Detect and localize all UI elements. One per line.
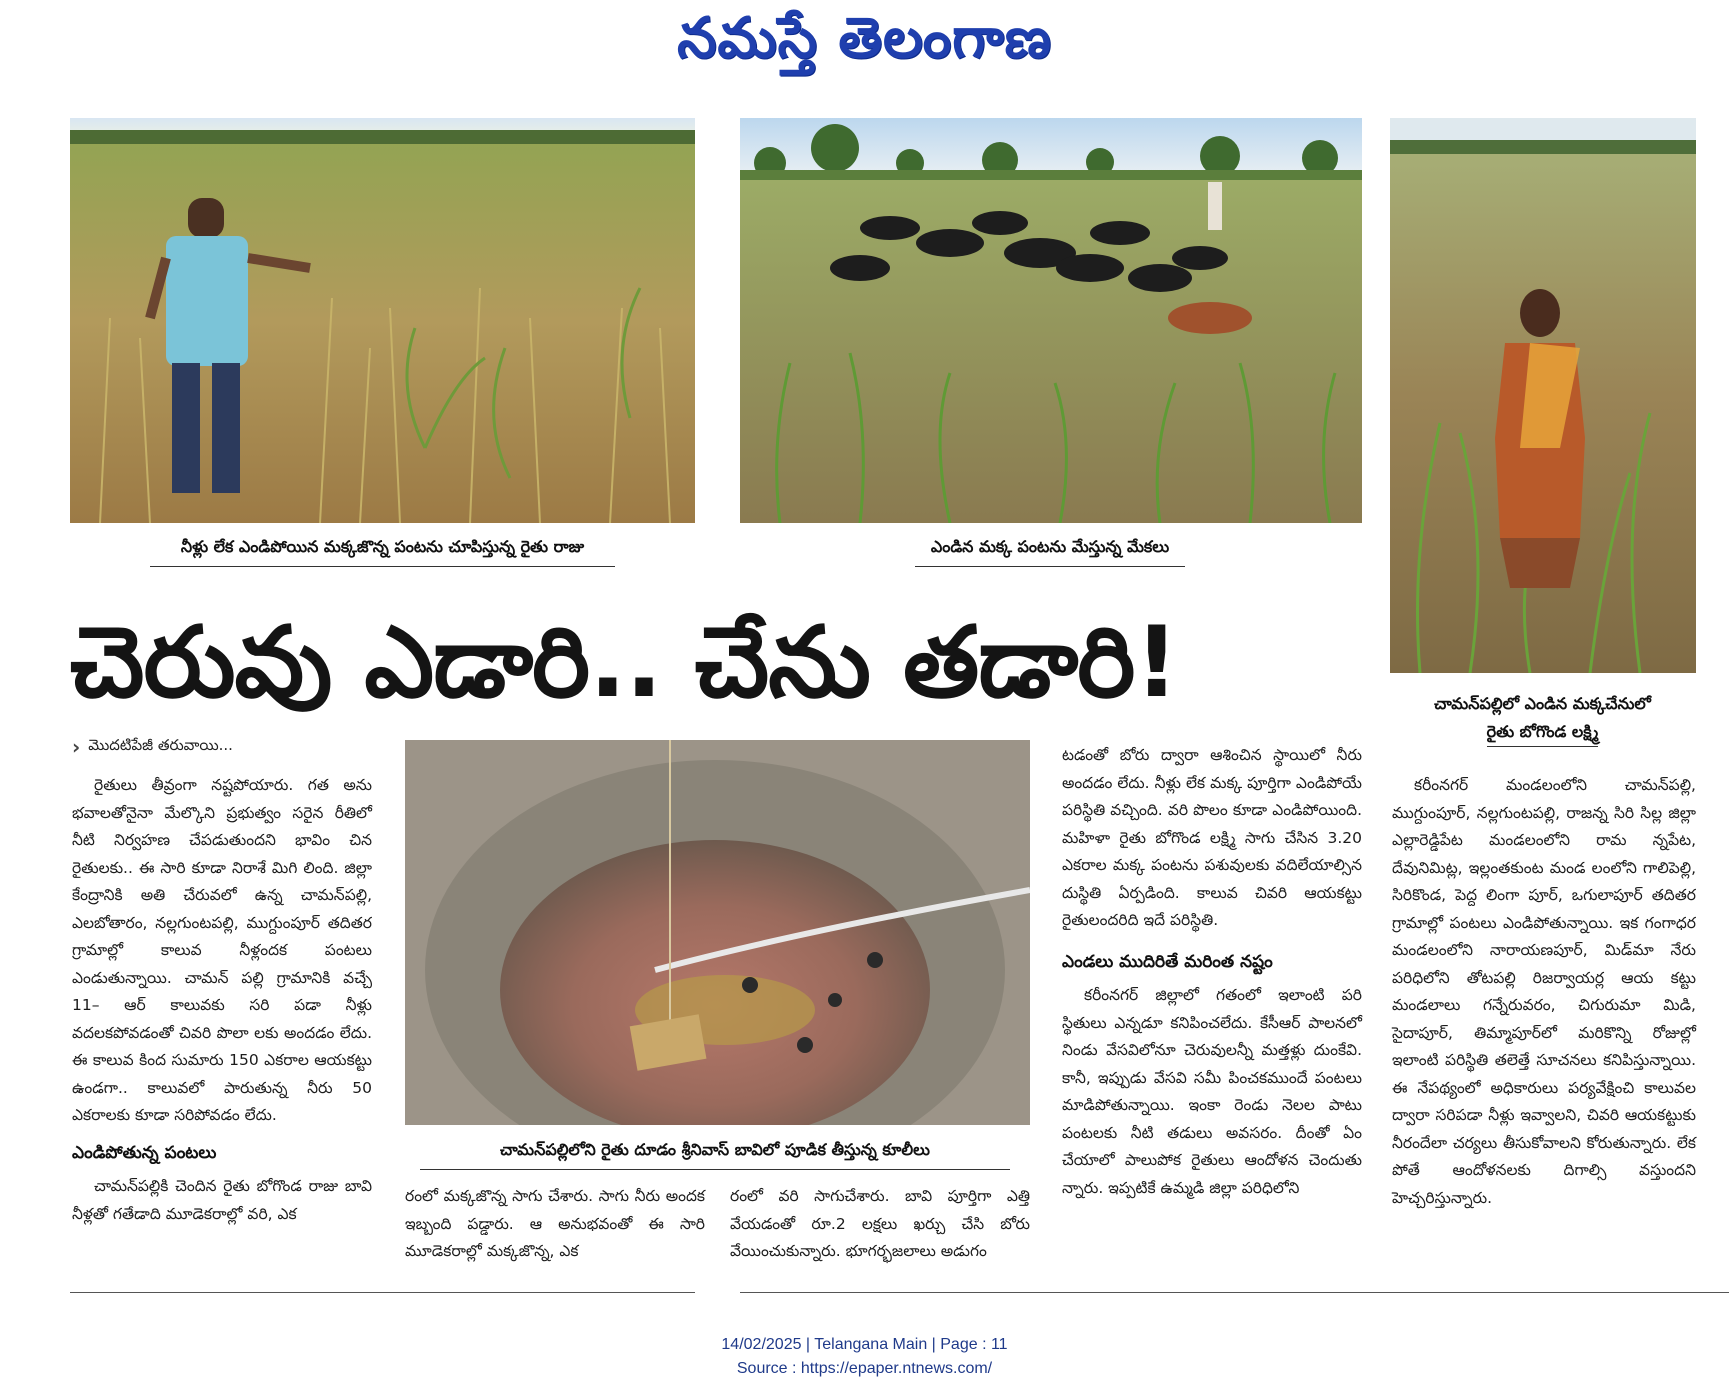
caption-well: చామన్‌పల్లిలోని రైతు దూడం శ్రీనివాస్ బావిలో పూడిక తీస్తున్న కూలీలు xyxy=(420,1140,1010,1170)
col1-paragraph-2: చామన్‌పల్లికి చెందిన రైతు బోగొండ రాజు బావి నీళ్లతో గతేడాది మూడెకరాల్లో వరి, ఎక xyxy=(72,1177,372,1223)
bottom-rule-right xyxy=(740,1292,1729,1293)
col2-paragraph: రంలో మక్కజొన్న సాగు చేశారు. సాగు నీరు అందక ఇబ్బంది పడ్డారు. ఆ అనుభవంతో ఈ సారి మూడెకరాల్లో మక్కజొన్న, ఎక xyxy=(405,1187,705,1260)
article-column-2 xyxy=(405,1183,705,1266)
footer-edition-line: 14/02/2025 | Telangana Main | Page : 11 xyxy=(721,1336,1008,1353)
col4-paragraph-2: కరీంనగర్ జిల్లాలో గతంలో ఇలాంటి పరి స్థితులు ఎన్నడూ కనిపించలేదు. కేసీఆర్ పాలనలో నిండు వేసవిలోనూ చెరువులన్నీ మత్తళ్లు దుంకేవి. కానీ, ఇప్పుడు వేసవి సమీ పించకముందే పంటలు మాడిపోతున్నాయి. ఇంకా రెండు నెలల పాటు పంటలకు నీటి తడులు అవసరం. దీంతో ఏం చేయాలో పాలుపోక రైతులు ఆందోళన చెందుతు న్నారు. ఇప్పటికే ఉమ్మడి జిల్లా పరిధిలోని xyxy=(1062,986,1362,1197)
article-column-3 xyxy=(730,1183,1030,1266)
photo-farmer-raju xyxy=(70,118,695,523)
col1-paragraph-1: రైతులు తీవ్రంగా నష్టపోయారు. గత అను భవాలతోనైనా మేల్కొని ప్రభుత్వం సరైన రీతిలో నీటి నిర్వహణ చేపడుతుందని భావిం చిన రైతులకు.. ఈ సారి కూడా నిరాశే మిగి లింది. జిల్లా కేంద్రానికి అతి చేరువలో ఉన్న చామన్‌పల్లి, ఎలబోతారం, నల్లగుంటపల్లి, ముగ్దుంపూర్ తదితర గ్రామాల్లో కాలువ నీళ్లందక పంటలు ఎండుతున్నాయి. చామన్ పల్లి గ్రామానికి వచ్చే 11– ఆర్ కాలువకు సరి పడా నీళ్లు వదలకపోవడంతో చివరి పొలా లకు అందడం లేదు. ఈ కాలువ కింద సుమారు 150 ఎకరాల ఆయకట్టు ఉండగా.. కాలువలో పారుతున్న నీరు 50 ఎకరాలకు కూడా సరిపోవడం లేదు. xyxy=(72,776,372,1124)
article-column-4 xyxy=(1062,742,1362,1202)
caption-goats: ఎండిన మక్క పంటను మేస్తున్న మేకలు xyxy=(915,537,1185,567)
headline: చెరువు ఎడారి.. చేను తడారి! xyxy=(70,606,1179,720)
caption-farmer-raju: నీళ్లు లేక ఎండిపోయిన మక్కజొన్న పంటను చూపిస్తున్న రైతు రాజు xyxy=(150,537,615,567)
article-column-1 xyxy=(72,772,372,1228)
caption-lakshmi-line2: రైతు బోగొండ లక్ష్మి xyxy=(1487,718,1599,747)
col4-paragraph-1: టడంతో బోరు ద్వారా ఆశించిన స్థాయిలో నీరు అందడం లేదు. నీళ్లు లేక మక్క పూర్తిగా ఎండిపోయే పరిస్థితి వచ్చింది. వరి పొలం కూడా ఎండిపోయింది. మహిళా రైతు బోగొండ లక్ష్మి సాగు చేసిన 3.20 ఎకరాల మక్క పంటను పశువులకు వదిలేయాల్సిన దుస్థితి ఏర్పడింది. కాలువ చివరి ఆయకట్టు రైతులందరిది ఇదే పరిస్థితి. xyxy=(1062,746,1362,929)
col4-subhead: ఎండలు ముదిరితే మరింత నష్టం xyxy=(1062,951,1273,972)
col1-subhead: ఎండిపోతున్న పంటలు xyxy=(72,1142,217,1163)
photo-lakshmi xyxy=(1390,118,1696,673)
col3-paragraph: రంలో వరి సాగుచేశారు. బావి పూర్తిగా ఎత్తి వేయడంతో రూ.2 లక్షలు ఖర్చు చేసి బోరు వేయించుకున్నారు. భూగర్భజలాలు అడుగం xyxy=(730,1187,1030,1260)
photo-well xyxy=(405,740,1030,1125)
continued-from-front-page xyxy=(72,735,372,759)
chevron-right-icon: › xyxy=(72,735,81,759)
masthead: నమస్తే తెలంగాణ xyxy=(677,6,1052,71)
caption-lakshmi xyxy=(1400,690,1685,753)
col5-paragraph: కరీంనగర్ మండలంలోని చామన్‌పల్లి, ముగ్దుంపూర్, నల్లగుంటపల్లి, రాజన్న సిరి సిల్ల జిల్లా ఎల్లారెడ్డిపేట మండలంలోని రామ న్నపేట, దేవునిమిట్ల, ఇల్లంతకుంట మండ లంలోని గాలిపెల్లి, సిరికొండ, పెద్ద లింగా పూర్, ఒగులాపూర్ తదితర గ్రామాల్లో పంటలు ఎండిపోతున్నాయి. ఇక గంగాధర మండలంలోని నారాయణపూర్, మిడ్‌మా నేరు పరిధిలోని తోటపల్లి రిజర్వాయర్ల ఆయ కట్టు మండలాలు గన్నేరువరం, చిగురుమా మిడి, సైదాపూర్, తిమ్మాపూర్‌లో మరికొన్ని రోజుల్లో ఇలాంటి పరిస్థితి తలెత్తే సూచనలు కనిపిస్తున్నాయి. ఈ నేపథ్యంలో అధికారులు పర్యవేక్షించి కాలువల ద్వారా సరిపడా నీళ్లు ఇవ్వాలని, చివరి ఆయకట్టుకు నీరందేలా చర్యలు తీసుకోవాలని కోరుతున్నారు. లేక పోతే ఆందోళనలకు దిగాల్సి వస్తుందని హెచ్చరిస్తున్నారు. xyxy=(1392,776,1696,1207)
footer xyxy=(0,1333,1729,1381)
bottom-rule-left xyxy=(70,1292,695,1293)
footer-source-line: Source : https://epaper.ntnews.com/ xyxy=(736,1360,993,1377)
jump-text: మొదటిపేజీ తరువాయి... xyxy=(88,736,233,754)
photo-goats xyxy=(740,118,1362,523)
article-column-5 xyxy=(1392,772,1696,1212)
caption-lakshmi-line1: చామన్‌పల్లిలో ఎండిన మక్కచేనులో xyxy=(1434,694,1651,713)
